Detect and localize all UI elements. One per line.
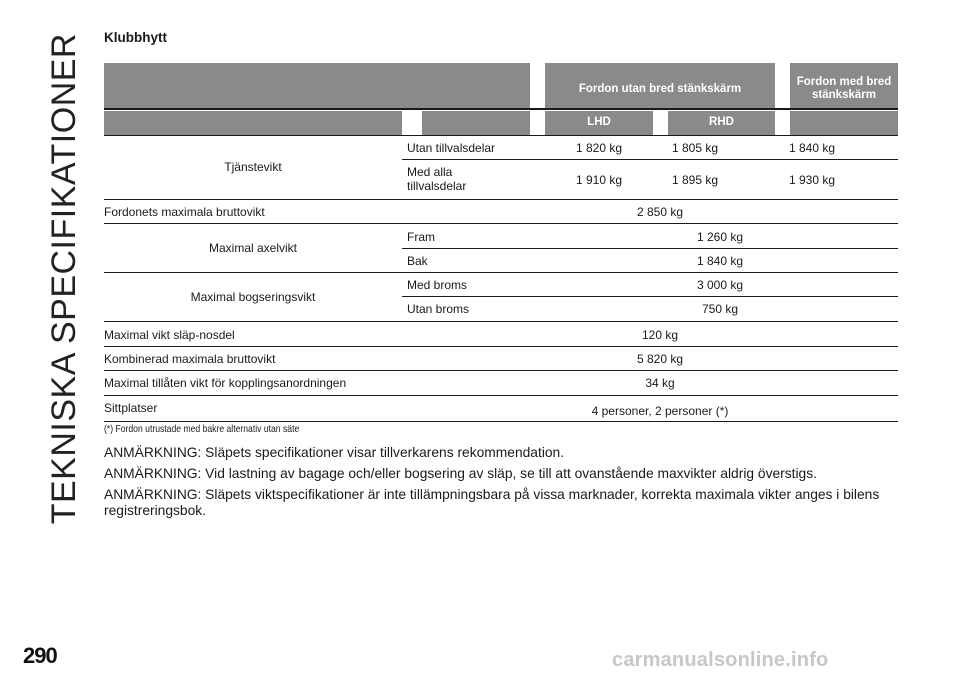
row-bogsering-braked-label: Med broms (407, 278, 468, 292)
row-divider (104, 272, 898, 273)
row-brutto-label: Fordonets maximala bruttovikt (104, 205, 265, 219)
col-with-wide-guard-label: Fordon med bred stänkskärm (796, 76, 892, 101)
row-tjanstevikt-sub2-rhd: 1 895 kg (671, 173, 719, 187)
note-2: ANMÄRKNING: Vid lastning av bagage och/eller bogsering av släp, se till att ovanstående maxvikter aldrig överstigs. (104, 466, 817, 481)
row-nosdel-label: Maximal vikt släp-nosdel (104, 328, 235, 342)
row-bogsering-label: Maximal bogseringsvikt (190, 290, 316, 304)
row-divider (104, 395, 898, 396)
table-header-sub-blank-3 (790, 111, 898, 135)
table-header-col-with-wide-guard (790, 63, 898, 108)
rhd-label: RHD (709, 116, 734, 128)
row-tjanstevikt-sub2-label: Med alla tillvalsdelar (407, 165, 467, 193)
row-sitt-label: Sittplatser (104, 401, 158, 415)
col-without-wide-guard-label: Fordon utan bred stänkskärm (578, 83, 742, 95)
header-bottom-line (104, 135, 898, 136)
row-axel-label: Maximal axelvikt (208, 241, 298, 255)
row-tjanstevikt-sub1-rhd: 1 805 kg (671, 141, 719, 155)
row-divider (402, 296, 898, 297)
row-tjanstevikt-label: Tjänstevikt (224, 160, 282, 174)
row-divider (104, 223, 898, 224)
row-kombinerad-label: Kombinerad maximala bruttovikt (104, 352, 276, 366)
row-axel-rear-value: 1 840 kg (696, 254, 744, 268)
note-3: ANMÄRKNING: Släpets viktspecifikationer är inte tillämpningsbara på vissa marknader, korrekta maximala vikter anges i bilens registreringsbok. (104, 487, 880, 518)
row-tjanstevikt-sub1-lhd: 1 820 kg (575, 141, 623, 155)
row-kombinerad-value: 5 820 kg (636, 352, 684, 366)
row-tjanstevikt-sub1-label: Utan tillvalsdelar (407, 141, 496, 155)
row-divider (402, 159, 898, 160)
row-bogsering-unbraked-value: 750 kg (701, 302, 739, 316)
row-bogsering-braked-value: 3 000 kg (696, 278, 744, 292)
table-bottom-line (104, 421, 898, 422)
section-title: Klubbhytt (104, 30, 167, 45)
row-divider (104, 346, 898, 347)
note-1: ANMÄRKNING: Släpets specifikationer visar tillverkarens rekommendation. (104, 445, 565, 460)
table-header-rhd (668, 111, 775, 135)
table-header-lhd (545, 111, 653, 135)
row-koppling-value: 34 kg (645, 376, 675, 390)
header-divider (104, 108, 898, 110)
table-header-sub-blank-2 (422, 111, 530, 135)
row-tjanstevikt-sub1-wide: 1 840 kg (788, 141, 836, 155)
row-axel-front-value: 1 260 kg (696, 230, 744, 244)
page-number: 290 (23, 643, 57, 668)
row-axel-front-label: Fram (407, 230, 435, 244)
table-header-top-left (104, 63, 530, 108)
row-divider (104, 370, 898, 371)
row-divider (104, 199, 898, 200)
row-tjanstevikt-sub2-wide: 1 930 kg (788, 173, 836, 187)
row-brutto-value: 2 850 kg (636, 205, 684, 219)
row-koppling-label: Maximal tillåten vikt för kopplingsanordningen (104, 376, 347, 390)
table-footnote: (*) Fordon utrustade med bakre alternativ utan säte (104, 423, 300, 435)
row-axel-rear-label: Bak (407, 254, 428, 268)
table-header-col-without-wide-guard (545, 63, 775, 108)
row-bogsering-unbraked-label: Utan broms (407, 302, 470, 316)
row-sitt-value: 4 personer, 2 personer (*) (591, 404, 729, 418)
lhd-label: LHD (587, 116, 611, 128)
row-tjanstevikt-sub2-lhd: 1 910 kg (575, 173, 623, 187)
chapter-side-title-text: TEKNISKA SPECIFIKATIONER (45, 33, 83, 525)
watermark: carmanualsonline.info (612, 649, 829, 671)
row-divider (104, 321, 898, 322)
row-divider (402, 248, 898, 249)
table-header-sub-blank-1 (104, 111, 402, 135)
row-nosdel-value: 120 kg (641, 328, 679, 342)
